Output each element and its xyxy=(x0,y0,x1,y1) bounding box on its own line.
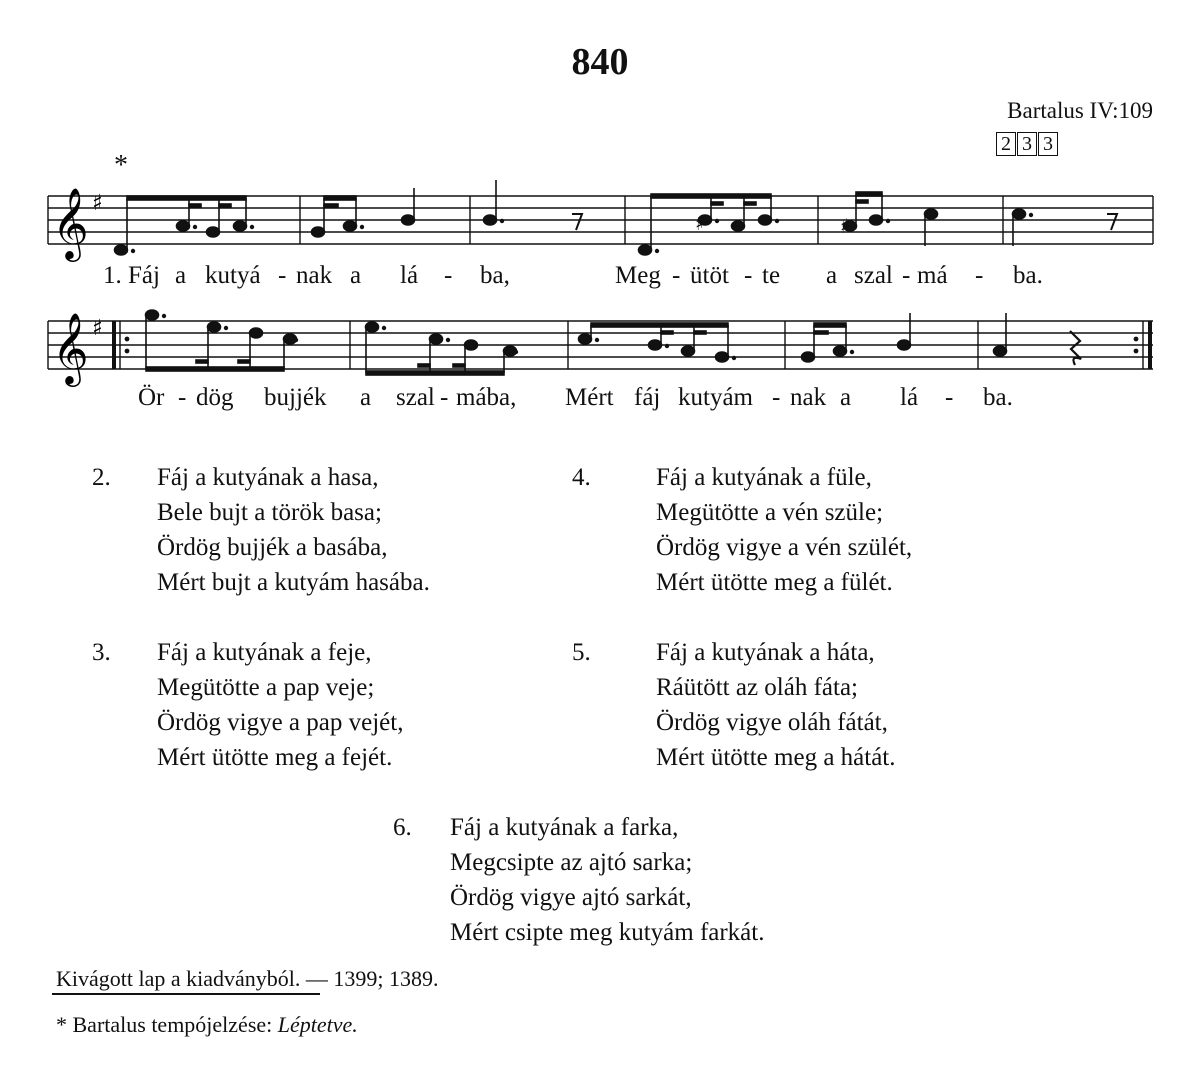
tempo-asterisk: * xyxy=(114,150,128,181)
tempo-footnote xyxy=(56,1012,358,1038)
lyric-syllable: fáj xyxy=(634,384,661,411)
verse-line: Ráütött az oláh fáta; xyxy=(656,674,859,701)
lyric-syllable: Meg xyxy=(615,262,661,289)
verse-line: Fáj a kutyának a hasa, xyxy=(157,464,379,491)
verse-line: Mért ütötte meg a fülét. xyxy=(656,569,893,596)
treble-clef-icon: 𝄞 xyxy=(52,311,89,384)
lyric-syllable: dög xyxy=(196,384,234,411)
lyric-syllable: - xyxy=(278,262,287,289)
verse-number: 5. xyxy=(572,639,591,666)
lyrics-line-2 xyxy=(0,384,1200,424)
music-staff-1 xyxy=(0,160,1200,270)
verse-line: Ördög vigye a pap vejét, xyxy=(157,709,404,736)
lyric-syllable: a xyxy=(175,262,187,289)
verse-line: Bele bujt a török basa; xyxy=(157,499,382,526)
tempo-word: Léptetve. xyxy=(277,1012,358,1037)
sharp-key-icon: ♯ xyxy=(92,191,103,216)
lyric-syllable: 1. Fáj xyxy=(103,262,160,289)
lyric-syllable: nak xyxy=(790,384,827,411)
verse-line: Ördög vigye oláh fátát, xyxy=(656,709,888,736)
verse-line: Ördög bujjék a basába, xyxy=(157,534,388,561)
verse-line: Mért bujt a kutyám hasába. xyxy=(157,569,430,596)
verse-line: Mért ütötte meg a fejét. xyxy=(157,744,393,771)
lyric-syllable: kutyá xyxy=(205,262,261,289)
lyric-syllable: Ör xyxy=(138,384,165,411)
meter-box: 2 xyxy=(996,132,1016,156)
lyric-syllable: ba. xyxy=(983,384,1013,411)
lyric-syllable: má xyxy=(917,262,948,289)
verse-line: Fáj a kutyának a füle, xyxy=(656,464,872,491)
sharp-icon: ♯ xyxy=(695,211,705,235)
lyric-syllable: a xyxy=(350,262,362,289)
lyric-syllable: a xyxy=(360,384,372,411)
meter-box: 3 xyxy=(1017,132,1037,156)
lyric-syllable: szal xyxy=(854,262,893,289)
lyric-syllable: a xyxy=(840,384,852,411)
lyric-syllable: - xyxy=(902,262,911,289)
tempo-footnote-text: * Bartalus tempójelzése: xyxy=(56,1012,278,1037)
lyric-syllable: Mért xyxy=(565,384,614,411)
verse-line: Ördög vigye ajtó sarkát, xyxy=(450,884,692,911)
verse-number: 4. xyxy=(572,464,591,491)
verse-line: Mért ütötte meg a hátát. xyxy=(656,744,896,771)
verse-line: Megcsipte az ajtó sarka; xyxy=(450,849,693,876)
sharp-icon: ♯ xyxy=(840,214,850,238)
music-staff-2 xyxy=(0,285,1200,395)
lyric-syllable: kutyám xyxy=(678,384,753,411)
lyric-syllable: te xyxy=(762,262,781,289)
meter-boxes xyxy=(995,132,1058,156)
lyric-syllable: - xyxy=(772,384,781,411)
verse-number: 2. xyxy=(92,464,111,491)
song-number: 840 xyxy=(571,41,629,83)
lyric-syllable: szal xyxy=(396,384,435,411)
verse-line: Fáj a kutyának a háta, xyxy=(656,639,875,666)
verse-line: Mért csipte meg kutyám farkát. xyxy=(450,919,765,946)
lyric-syllable: bujjék xyxy=(264,384,327,411)
footnote-rule xyxy=(52,993,320,995)
dot-marks xyxy=(131,213,1033,253)
verse-line: Megütötte a vén szüle; xyxy=(656,499,884,526)
lyric-syllable: ba, xyxy=(480,262,510,289)
verse-line: Fáj a kutyának a feje, xyxy=(157,639,372,666)
lyric-syllable: mába, xyxy=(456,384,517,411)
verse-number: 3. xyxy=(92,639,111,666)
lyric-syllable: - xyxy=(672,262,681,289)
lyric-syllable: ba. xyxy=(1013,262,1043,289)
lyric-syllable: lá xyxy=(900,384,919,411)
verse-number: 6. xyxy=(393,814,412,841)
meter-box: 3 xyxy=(1038,132,1058,156)
eighth-rest-icon xyxy=(1107,214,1117,230)
verse-line: Ördög vigye a vén szülét, xyxy=(656,534,913,561)
treble-clef-icon: 𝄞 xyxy=(52,186,89,259)
quarter-rest-icon xyxy=(1070,331,1081,365)
verse-line: Megütötte a pap veje; xyxy=(157,674,375,701)
lyric-syllable: a xyxy=(826,262,838,289)
lyric-syllable: - xyxy=(440,384,449,411)
lyric-syllable: - xyxy=(975,262,984,289)
source-reference: Bartalus IV:109 xyxy=(1007,98,1153,123)
lyric-syllable: - xyxy=(444,262,453,289)
lyric-syllable: - xyxy=(945,384,954,411)
lyric-syllable: - xyxy=(178,384,187,411)
lyric-syllable: ütöt xyxy=(690,262,729,289)
eighth-rest-icon xyxy=(572,214,582,230)
verse-line: Fáj a kutyának a farka, xyxy=(450,814,679,841)
lyric-syllable: lá xyxy=(400,262,419,289)
lyric-syllable: nak xyxy=(296,262,333,289)
sharp-key-icon: ♯ xyxy=(92,316,103,341)
lyric-syllable: - xyxy=(744,262,753,289)
source-footnote: Kivágott lap a kiadványból. — 1399; 1389. xyxy=(56,966,439,991)
